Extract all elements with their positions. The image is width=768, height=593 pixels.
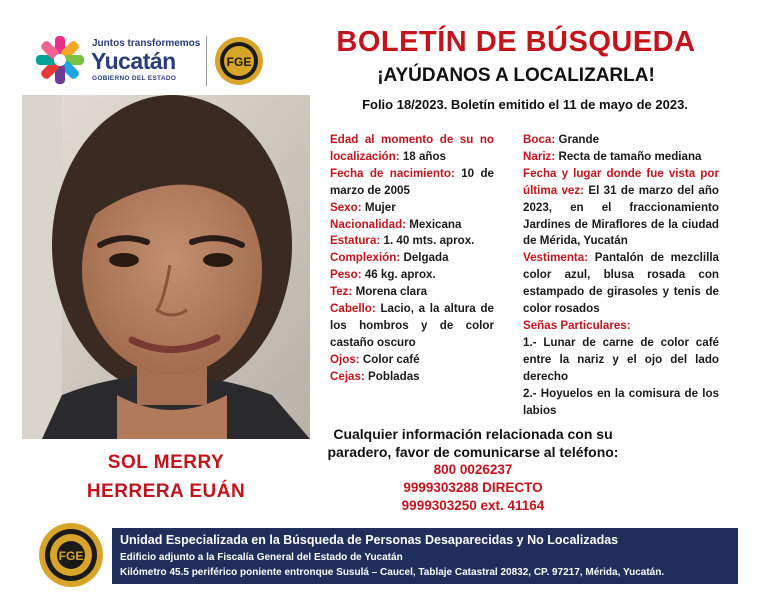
logo-block (34, 34, 274, 90)
logo-divider (206, 36, 207, 86)
footer-fge-seal-icon (38, 522, 104, 588)
person-name-line-2: HERRERA EUÁN (86, 481, 246, 502)
detail-marks-heading: Señas Particulares: (523, 318, 631, 332)
detail-mark-1: 1.- Lunar de carne de color café entre la nariz y el ojo del lado derecho (523, 335, 719, 383)
detail-weight: Peso: 46 kg. aprox. (330, 268, 436, 282)
detail-height: Estatura: 1. 40 mts. aprox. (330, 234, 475, 248)
yucatan-logo-icon (34, 34, 86, 86)
bulletin-title: BOLETÍN DE BÚSQUEDA (336, 26, 696, 58)
detail-nationality: Nacionalidad: Mexicana (330, 217, 462, 231)
detail-age: Edad al momento de su no localización: 18 años (330, 133, 494, 163)
detail-mouth: Boca: Grande (523, 133, 600, 146)
footer-address: Kilómetro 45.5 periférico poniente entronque Susulá – Caucel, Tablaje Catastral 20832, CP. 97217, Mérida, Yucatán. (120, 567, 665, 578)
bulletin-subtitle: ¡AYÚDANOS A LOCALIZARLA! (377, 65, 655, 86)
folio-line: Folio 18/2023. Boletín emitido el 11 de mayo de 2023. (362, 97, 688, 112)
logo-wordmark: Yucatán (91, 48, 176, 74)
detail-sex: Sexo: Mujer (330, 200, 396, 214)
detail-clothing: Vestimenta: Pantalón de mezclilla color azul, blusa rosada con estampado de girasoles y tenis de color rosados (523, 251, 719, 316)
fge-seal-text: FGE (226, 55, 252, 69)
detail-hair: Cabello: Lacio, a la altura de los hombros y de color castaño oscuro (330, 302, 494, 349)
details-right-column (523, 132, 719, 419)
phone-extension[interactable]: 9999303250 ext. 41164 (401, 498, 545, 513)
detail-eyebrows: Cejas: Pobladas (330, 369, 420, 383)
person-photo (22, 95, 310, 439)
fge-seal-icon (214, 36, 264, 86)
contact-line-1: Cualquier información relacionada con su (333, 426, 613, 442)
footer-unit-name: Unidad Especializada en la Búsqueda de Personas Desaparecidas y No Localizadas (120, 533, 619, 547)
logo-subtitle: GOBIERNO DEL ESTADO (92, 75, 177, 82)
detail-build: Complexión: Delgada (330, 251, 449, 265)
details-left-column (330, 132, 494, 386)
footer-seal-text: FGE (58, 549, 84, 563)
detail-birthdate: Fecha de nacimiento: 10 de marzo de 2005 (330, 166, 494, 197)
person-name-line-1: SOL MERRY (107, 452, 225, 473)
detail-mark-2: 2.- Hoyuelos en la comisura de los labios (523, 386, 719, 417)
phone-direct[interactable]: 9999303288 DIRECTO (403, 480, 543, 495)
contact-block (318, 425, 628, 515)
logo-tagline: Juntos transformemos (92, 38, 201, 49)
footer-bar (112, 528, 738, 584)
footer-building: Edificio adjunto a la Fiscalía General del Estado de Yucatán (120, 552, 403, 563)
contact-line-2: paradero, favor de comunicarse al teléfono: (327, 444, 619, 460)
person-photo-illustration (22, 95, 310, 439)
detail-complexion: Tez: Morena clara (330, 285, 428, 299)
phone-toll-free[interactable]: 800 0026237 (433, 462, 513, 477)
detail-last-seen: Fecha y lugar donde fue vista por última vez: El 31 de marzo del año 2023, en el fraccionamiento Jardines de Miraflores de la ciudad de Mérida, Yucatán (523, 166, 719, 248)
detail-nose: Nariz: Recta de tamaño mediana (523, 149, 702, 163)
detail-eyes: Ojos: Color café (330, 352, 420, 366)
